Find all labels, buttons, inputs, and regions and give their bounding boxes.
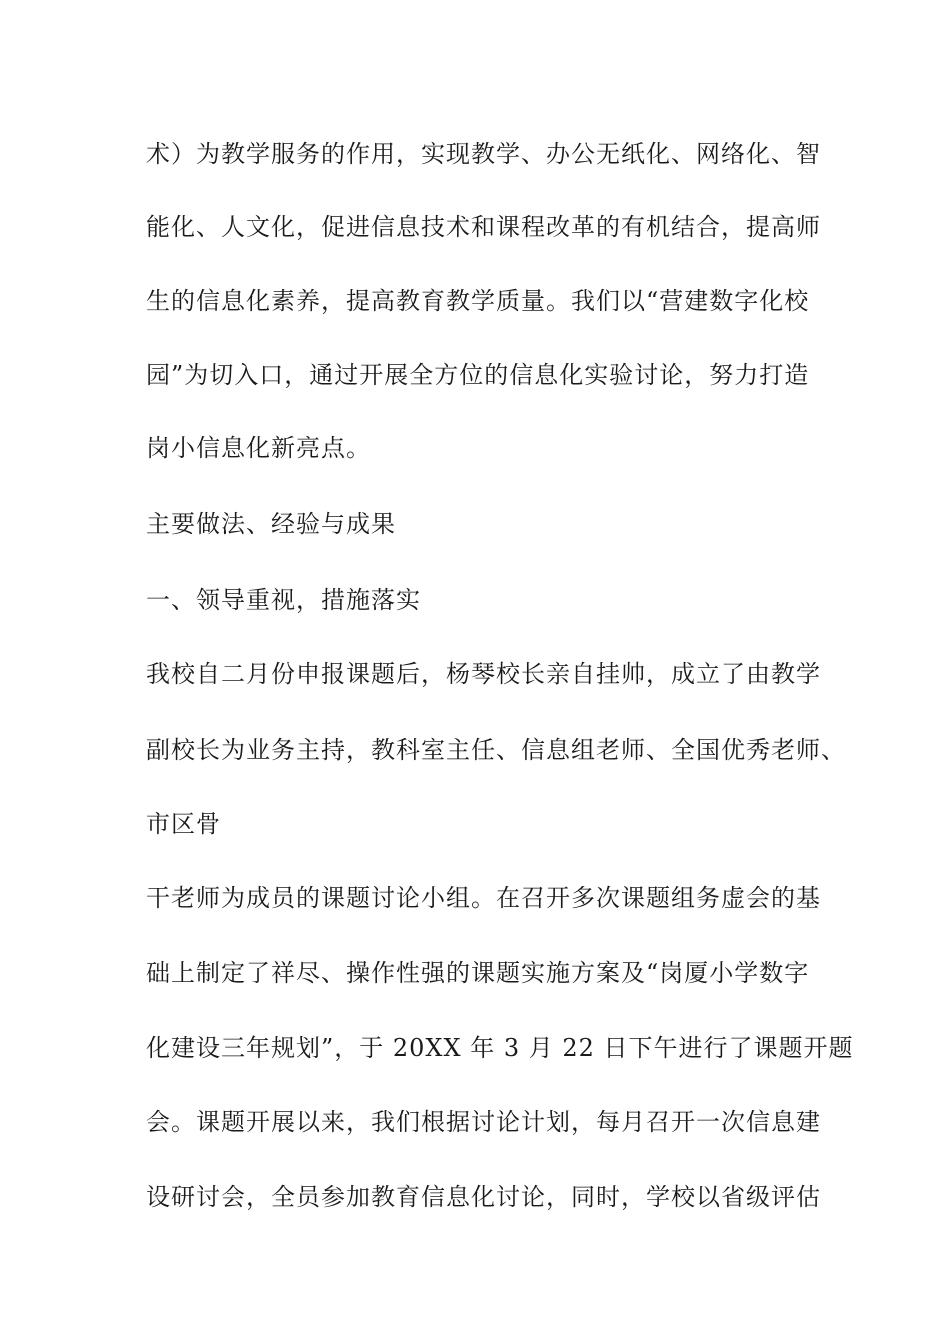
body-text-line: 副校长为业务主持，教科室主任、信息组老师、全国优秀老师、: [146, 736, 846, 764]
body-text-line: 干老师为成员的课题讨论小组。在召开多次课题组务虚会的基: [146, 884, 821, 912]
body-text-line: 术）为教学服务的作用，实现教学、办公无纸化、网络化、智: [146, 140, 821, 168]
body-text-line: 能化、人文化，促进信息技术和课程改革的有机结合，提高师: [146, 213, 821, 241]
body-text-line: 市区骨: [146, 810, 221, 838]
body-text-line: 生的信息化素养，提高教育教学质量。我们以“营建数字化校: [146, 287, 810, 315]
body-text-line: 园”为切入口，通过开展全方位的信息化实验讨论，努力打造: [146, 361, 810, 389]
body-text-line: 会。课题开展以来，我们根据讨论计划，每月召开一次信息建: [146, 1108, 821, 1136]
body-text-line: 设研讨会，全员参加教育信息化讨论，同时，学校以省级评估: [146, 1183, 821, 1211]
subsection-heading: 一、领导重视，措施落实: [146, 586, 421, 614]
body-text-line: 我校自二月份申报课题后，杨琴校长亲自挂帅，成立了由教学: [146, 660, 821, 688]
body-text-line: 础上制定了祥尽、操作性强的课题实施方案及“岗厦小学数字: [146, 959, 810, 987]
section-heading: 主要做法、经验与成果: [146, 510, 396, 538]
body-text-line: 化建设三年规划”，于 20XX 年 3 月 22 日下午进行了课题开题: [146, 1034, 854, 1062]
body-text-line: 岗小信息化新亮点。: [146, 434, 371, 462]
